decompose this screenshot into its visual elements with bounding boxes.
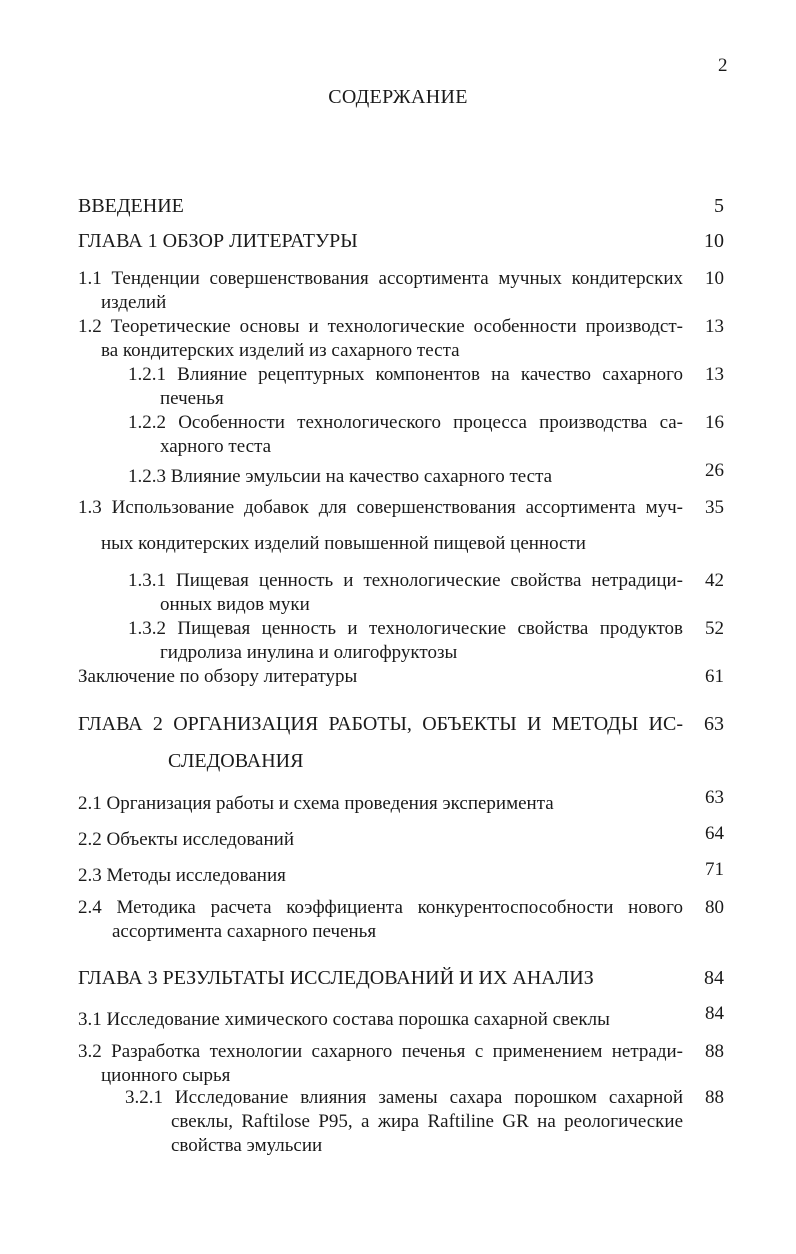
toc-line: 1.1 Тенденции совершенствования ассортимента мучных кондитерских — [78, 268, 683, 289]
toc-line: ных кондитерских изделий повышенной пищевой ценности — [101, 533, 586, 554]
toc-line: 2.3 Методы исследования — [78, 865, 286, 886]
toc-line: 3.1 Исследование химического состава порошка сахарной свеклы — [78, 1009, 610, 1030]
toc-page-number: 5 — [714, 195, 724, 217]
toc-page-number: 13 — [705, 364, 724, 385]
toc-line: 1.3 Использование добавок для совершенствования ассортимента муч- — [78, 497, 683, 518]
toc-page-number: 84 — [705, 1003, 724, 1024]
toc-line: 1.3.2 Пищевая ценность и технологические свойства продуктов — [128, 618, 683, 639]
toc-line: онных видов муки — [160, 594, 310, 615]
toc-line: гидролиза инулина и олигофруктозы — [160, 642, 458, 663]
toc-line: 1.2.3 Влияние эмульсии на качество сахарного теста — [128, 466, 553, 487]
toc-line: 3.2 Разработка технологии сахарного печенья с применением нетради- — [78, 1041, 683, 1062]
toc-page-number: 10 — [705, 268, 724, 289]
toc-line: 1.2 Теоретические основы и технологические особенности производст- — [78, 316, 683, 337]
toc-line: ва кондитерских изделий из сахарного теста — [101, 340, 460, 361]
toc-line: ГЛАВА 1 ОБЗОР ЛИТЕРАТУРЫ — [78, 230, 358, 252]
toc-line: 1.2.1 Влияние рецептурных компонентов на качество сахарного — [128, 364, 683, 385]
toc-page-number: 10 — [704, 230, 724, 252]
toc-line: 2.2 Объекты исследований — [78, 829, 294, 850]
toc-page-number: 80 — [705, 897, 724, 918]
toc-line: ГЛАВА 2 ОРГАНИЗАЦИЯ РАБОТЫ, ОБЪЕКТЫ И МЕТОДЫ ИС- — [78, 713, 683, 735]
toc-page-number: 88 — [705, 1041, 724, 1062]
toc-page-number: 71 — [705, 859, 724, 880]
toc-line: харного теста — [160, 436, 272, 457]
toc-page-number: 63 — [705, 787, 724, 808]
toc-line: ассортимента сахарного печенья — [112, 921, 377, 942]
page-number: 2 — [718, 55, 728, 76]
toc-line: ВВЕДЕНИЕ — [78, 195, 184, 217]
toc-page-number: 35 — [705, 497, 724, 518]
toc-page-number: 61 — [705, 666, 724, 687]
toc-line: ГЛАВА 3 РЕЗУЛЬТАТЫ ИССЛЕДОВАНИЙ И ИХ АНАЛИЗ — [78, 967, 594, 989]
toc-line: СЛЕДОВАНИЯ — [168, 750, 304, 772]
toc-line: печенья — [160, 388, 224, 409]
toc-line: свойства эмульсии — [171, 1135, 323, 1156]
toc-page-number: 16 — [705, 412, 724, 433]
toc-page-number: 42 — [705, 570, 724, 591]
toc-page-number: 26 — [705, 460, 724, 481]
toc-line: свеклы, Raftilose P95, а жира Raftiline GR на реологические — [171, 1111, 683, 1132]
toc-line: ционного сырья — [101, 1065, 231, 1086]
toc-line: 2.4 Методика расчета коэффициента конкурентоспособности нового — [78, 897, 683, 918]
page-title: СОДЕРЖАНИЕ — [328, 86, 468, 108]
toc-page-number: 63 — [704, 713, 724, 735]
toc-line: 2.1 Организация работы и схема проведения эксперимента — [78, 793, 554, 814]
toc-line: 1.2.2 Особенности технологического процесса производства са- — [128, 412, 683, 433]
toc-page-number: 13 — [705, 316, 724, 337]
toc-line: изделий — [101, 292, 167, 313]
toc-page-number: 64 — [705, 823, 724, 844]
toc-page-number: 52 — [705, 618, 724, 639]
toc-line: 3.2.1 Исследование влияния замены сахара порошком сахарной — [125, 1087, 683, 1108]
toc-line: 1.3.1 Пищевая ценность и технологические свойства нетрадици- — [128, 570, 683, 591]
toc-page-number: 88 — [705, 1087, 724, 1108]
toc-page-number: 84 — [704, 967, 724, 989]
toc-line: Заключение по обзору литературы — [78, 666, 358, 687]
